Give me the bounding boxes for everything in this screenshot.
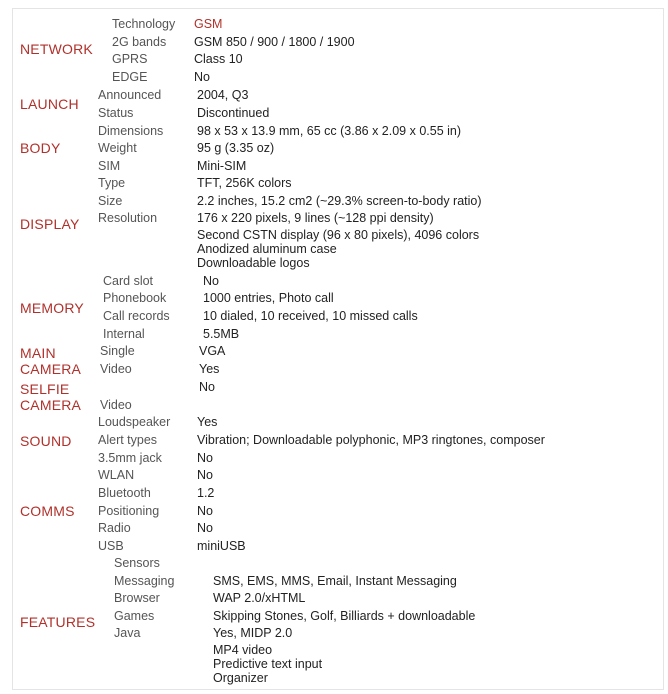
spec-value-java: Yes, MIDP 2.0 bbox=[213, 626, 293, 640]
spec-value-selfie: No bbox=[199, 380, 215, 394]
spec-label-dimensions: Dimensions bbox=[98, 124, 164, 138]
spec-value-status: Discontinued bbox=[197, 106, 270, 120]
spec-label-weight: Weight bbox=[98, 141, 137, 155]
spec-value-display-size: 2.2 inches, 15.2 cm2 (~29.3% screen-to-body ratio) bbox=[197, 194, 482, 208]
spec-label-internal: Internal bbox=[103, 327, 145, 341]
spec-label-messaging: Messaging bbox=[114, 574, 175, 588]
spec-label-radio: Radio bbox=[98, 521, 131, 535]
spec-label-bluetooth: Bluetooth bbox=[98, 486, 151, 500]
spec-value-usb: miniUSB bbox=[197, 539, 246, 553]
spec-value-display-extra-2: Anodized aluminum case bbox=[197, 242, 337, 256]
spec-value-radio: No bbox=[197, 521, 213, 535]
spec-value-display-type: TFT, 256K colors bbox=[197, 176, 292, 190]
spec-value-features-extra-3: Organizer bbox=[213, 671, 268, 685]
spec-label-status: Status bbox=[98, 106, 134, 120]
spec-value-browser: WAP 2.0/xHTML bbox=[213, 591, 306, 605]
spec-value-loudspeaker: Yes bbox=[197, 415, 218, 429]
spec-label-java: Java bbox=[114, 626, 141, 640]
category-features: FEATURES bbox=[20, 614, 96, 630]
spec-label-phonebook: Phonebook bbox=[103, 291, 167, 305]
spec-value-resolution: 176 x 220 pixels, 9 lines (~128 ppi density) bbox=[197, 211, 434, 225]
spec-value-main-single: VGA bbox=[199, 344, 226, 358]
spec-value-main-video: Yes bbox=[199, 362, 220, 376]
spec-value-bluetooth: 1.2 bbox=[197, 486, 215, 500]
category-display: DISPLAY bbox=[20, 216, 80, 232]
spec-value-edge: No bbox=[194, 70, 210, 84]
spec-label-loudspeaker: Loudspeaker bbox=[98, 415, 171, 429]
spec-value-jack: No bbox=[197, 451, 213, 465]
spec-label-jack: 3.5mm jack bbox=[98, 451, 162, 465]
spec-value-dimensions: 98 x 53 x 13.9 mm, 65 cc (3.86 x 2.09 x 0.55 in) bbox=[197, 124, 462, 138]
spec-label-2g-bands: 2G bands bbox=[112, 35, 167, 49]
spec-label-positioning: Positioning bbox=[98, 504, 160, 518]
spec-label-alert-types: Alert types bbox=[98, 433, 158, 447]
spec-value-sim: Mini-SIM bbox=[197, 159, 247, 173]
category-selfie-camera-line2: CAMERA bbox=[20, 397, 82, 413]
spec-value-positioning: No bbox=[197, 504, 213, 518]
spec-label-display-size: Size bbox=[98, 194, 123, 208]
spec-label-resolution: Resolution bbox=[98, 211, 158, 225]
category-comms: COMMS bbox=[20, 503, 75, 519]
spec-value-features-extra-2: Predictive text input bbox=[213, 657, 323, 671]
spec-value-card-slot: No bbox=[203, 274, 219, 288]
category-sound: SOUND bbox=[20, 433, 72, 449]
category-network: NETWORK bbox=[20, 41, 93, 57]
spec-value-wlan: No bbox=[197, 468, 213, 482]
spec-value-features-extra-1: MP4 video bbox=[213, 643, 273, 657]
category-launch: LAUNCH bbox=[20, 96, 79, 112]
spec-label-technology: Technology bbox=[112, 17, 176, 31]
spec-label-display-type: Type bbox=[98, 176, 126, 190]
spec-label-main-single: Single bbox=[100, 344, 135, 358]
spec-value-weight: 95 g (3.35 oz) bbox=[197, 141, 275, 155]
spec-label-edge: EDGE bbox=[112, 70, 148, 84]
spec-value-gprs: Class 10 bbox=[194, 52, 243, 66]
category-main-camera-line2: CAMERA bbox=[20, 361, 82, 377]
spec-label-call-records: Call records bbox=[103, 309, 170, 323]
spec-label-main-video: Video bbox=[100, 362, 132, 376]
spec-value-display-extra-1: Second CSTN display (96 x 80 pixels), 4096 colors bbox=[197, 228, 480, 242]
spec-label-gprs: GPRS bbox=[112, 52, 148, 66]
spec-label-wlan: WLAN bbox=[98, 468, 135, 482]
category-memory: MEMORY bbox=[20, 300, 84, 316]
spec-value-messaging: SMS, EMS, MMS, Email, Instant Messaging bbox=[213, 574, 457, 588]
spec-value-announced: 2004, Q3 bbox=[197, 88, 249, 102]
spec-value-display-extra-3: Downloadable logos bbox=[197, 256, 310, 270]
spec-label-sensors: Sensors bbox=[114, 556, 160, 570]
spec-label-usb: USB bbox=[98, 539, 124, 553]
spec-label-sim: SIM bbox=[98, 159, 121, 173]
spec-value-phonebook: 1000 entries, Photo call bbox=[203, 291, 334, 305]
spec-label-announced: Announced bbox=[98, 88, 162, 102]
spec-label-games: Games bbox=[114, 609, 155, 623]
category-body: BODY bbox=[20, 140, 61, 156]
category-main-camera-line1: MAIN bbox=[20, 345, 56, 361]
spec-value-call-records: 10 dialed, 10 received, 10 missed calls bbox=[203, 309, 418, 323]
spec-value-games: Skipping Stones, Golf, Billiards + downloadable bbox=[213, 609, 476, 623]
spec-value-2g-bands: GSM 850 / 900 / 1800 / 1900 bbox=[194, 35, 355, 49]
spec-label-browser: Browser bbox=[114, 591, 160, 605]
spec-label-selfie-video: Video bbox=[100, 398, 132, 412]
spec-value-internal: 5.5MB bbox=[203, 327, 240, 341]
spec-label-card-slot: Card slot bbox=[103, 274, 154, 288]
category-selfie-camera-line1: SELFIE bbox=[20, 381, 70, 397]
spec-value-technology[interactable]: GSM bbox=[194, 17, 223, 31]
spec-value-alert-types: Vibration; Downloadable polyphonic, MP3 ringtones, composer bbox=[197, 433, 545, 447]
